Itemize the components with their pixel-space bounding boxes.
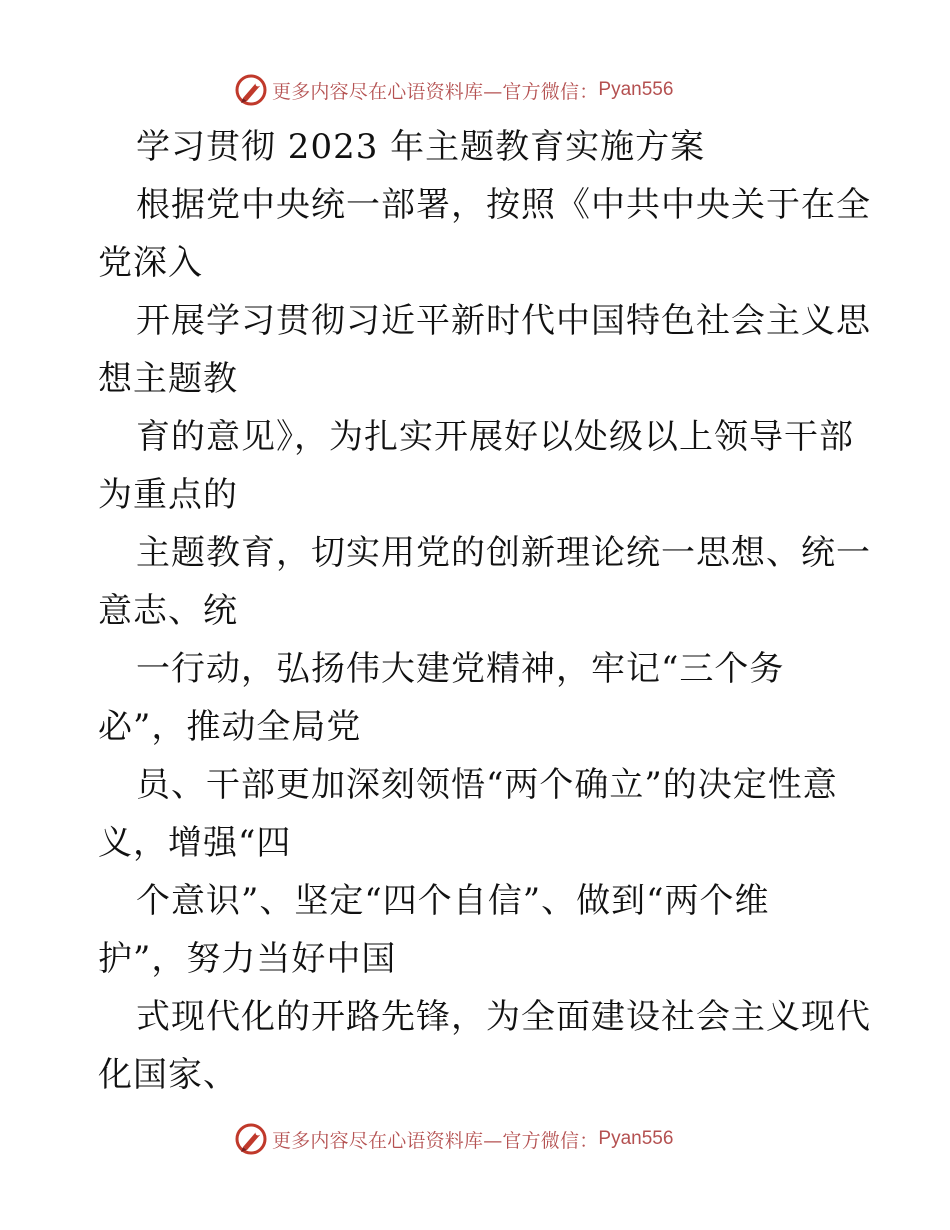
body-line: 员、干部更加深刻领悟“两个确立”的决定性意: [136, 765, 838, 805]
body-line: 根据党中央统一部署，按照《中共中央关于在全: [136, 185, 871, 225]
body-line: 想主题教: [98, 359, 238, 399]
watermark-wechat-id: Pyan556: [598, 79, 674, 100]
body-line: 护”，努力当好中国: [98, 939, 397, 979]
header-watermark: [234, 70, 714, 110]
red-pen-logo-icon: [234, 73, 268, 107]
body-line: 义，增强“四: [98, 823, 292, 863]
watermark-wechat-id: Pyan556: [598, 1128, 674, 1149]
body-line: 开展学习贯彻习近平新时代中国特色社会主义思: [136, 301, 871, 341]
body-line: 化国家、: [98, 1055, 238, 1095]
body-line: 党深入: [98, 243, 203, 283]
body-line: 个意识”、坚定“四个自信”、做到“两个维: [136, 881, 770, 921]
body-line: 主题教育，切实用党的创新理论统一思想、统一: [136, 533, 871, 573]
document-body: [98, 118, 871, 1104]
body-line: 育的意见》，为扎实开展好以处级以上领导干部: [136, 417, 854, 457]
red-pen-logo-icon: [234, 1122, 268, 1156]
footer-watermark: [234, 1119, 714, 1159]
body-line: 一行动，弘扬伟大建党精神，牢记“三个务: [136, 649, 785, 689]
body-line: 意志、统: [98, 591, 238, 631]
watermark-text: 更多内容尽在心语资料库—官方微信：: [272, 1129, 599, 1152]
body-line: 为重点的: [98, 475, 238, 515]
body-line: 必”，推动全局党: [98, 707, 362, 747]
watermark-text: 更多内容尽在心语资料库—官方微信：: [272, 80, 599, 103]
body-line: 式现代化的开路先锋，为全面建设社会主义现代: [136, 997, 871, 1037]
document-title: 学习贯彻 2023 年主题教育实施方案: [136, 127, 706, 167]
